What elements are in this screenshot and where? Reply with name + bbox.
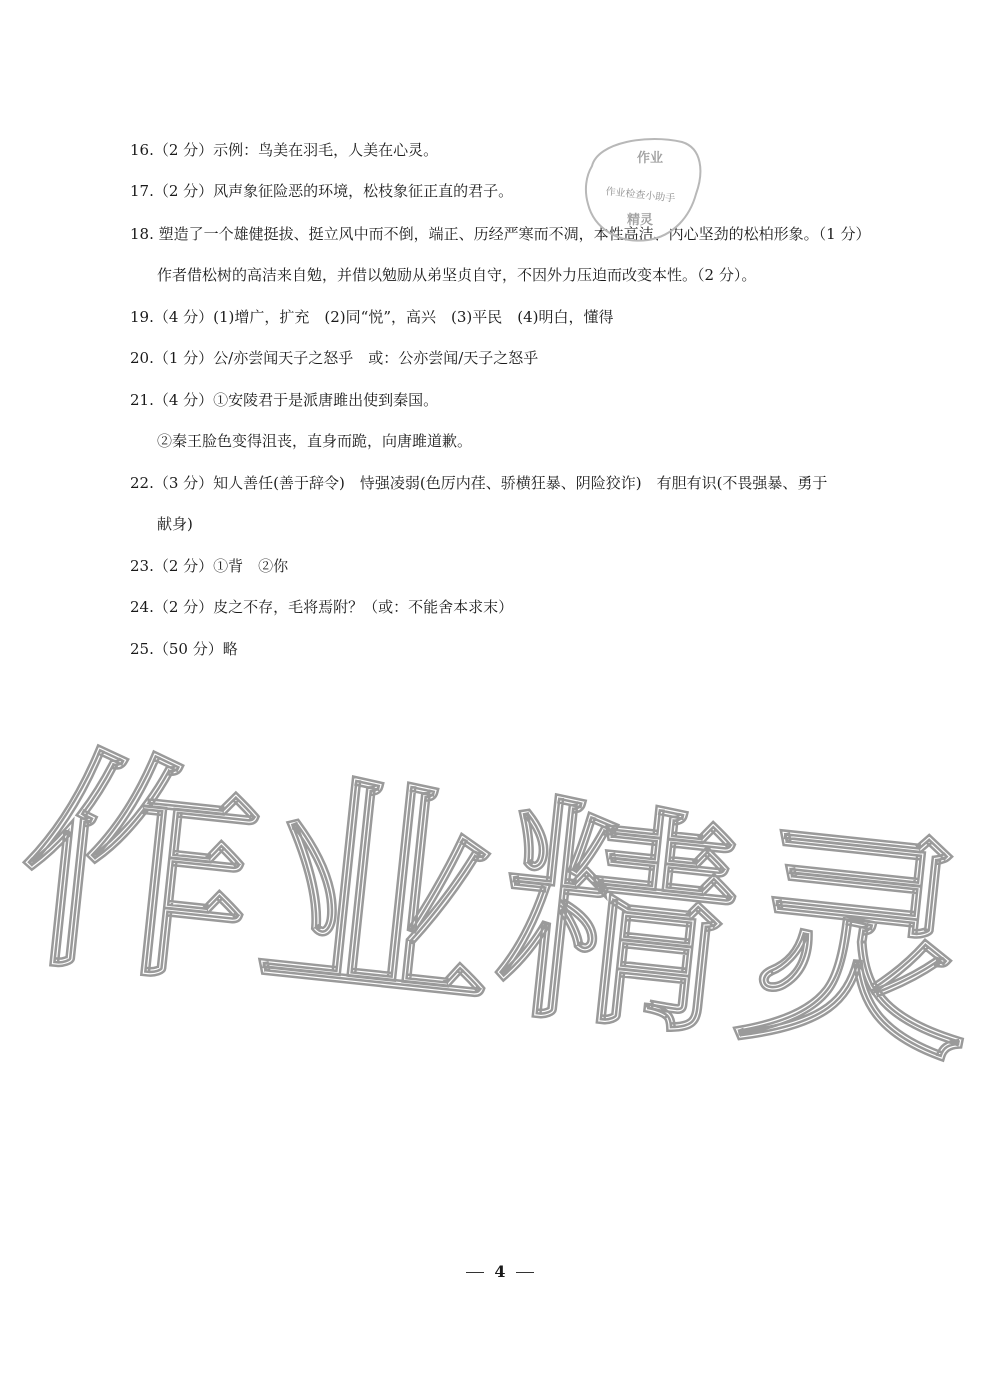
answer-22-continued: 献身) bbox=[157, 515, 193, 533]
answer-21: 21.（4 分）①安陵君于是派唐雎出使到秦国。 bbox=[130, 391, 439, 409]
answer-24: 24.（2 分）皮之不存，毛将焉附？（或：不能舍本求末） bbox=[130, 598, 514, 616]
answer-20: 20.（1 分）公/亦尝闻天子之怒乎 或：公亦尝闻/天子之怒乎 bbox=[130, 349, 539, 367]
page-number-right-dash bbox=[516, 1272, 534, 1273]
watermark bbox=[0, 660, 1000, 1120]
page-number bbox=[0, 1262, 1000, 1281]
answer-17: 17.（2 分）风声象征险恶的环境，松枝象征正直的君子。 bbox=[130, 182, 514, 200]
page-number-value: 4 bbox=[494, 1262, 506, 1281]
answer-18-continued: 作者借松树的高洁来自勉，并借以勉励从弟坚贞自守，不因外力压迫而改变本性。（2 分）。 bbox=[157, 266, 757, 284]
stamp-bottom: 精灵 bbox=[626, 213, 654, 228]
watermark-text: 作业精灵 bbox=[7, 723, 995, 1096]
answer-19: 19.（4 分）(1)增广，扩充 (2)同“悦”，高兴 (3)平民 (4)明白，懂得 bbox=[130, 308, 614, 326]
answer-25: 25.（50 分）略 bbox=[130, 640, 238, 658]
answer-22: 22.（3 分）知人善任(善于辞令) 恃强凌弱(色厉内荏、骄横狂暴、阴险狡诈) 有胆有识(不畏强暴、勇于 bbox=[130, 474, 828, 492]
stamp-subtitle: 作业检查小助手 bbox=[604, 186, 676, 205]
answer-16: 16.（2 分）示例：鸟美在羽毛，人美在心灵。 bbox=[130, 141, 439, 159]
stamp-title: 作业 bbox=[636, 151, 664, 166]
page-number-left-dash bbox=[466, 1272, 484, 1273]
answer-21-continued: ②秦王脸色变得沮丧，直身而跪，向唐雎道歉。 bbox=[157, 432, 473, 450]
answer-23: 23.（2 分）①背 ②你 bbox=[130, 557, 289, 575]
answer-18: 18. 塑造了一个雄健挺拔、挺立风中而不倒，端正、历经严寒而不凋，本性高洁、内心坚劲的松柏形象。（1 分） bbox=[130, 225, 871, 243]
stamp-seal bbox=[578, 132, 706, 244]
